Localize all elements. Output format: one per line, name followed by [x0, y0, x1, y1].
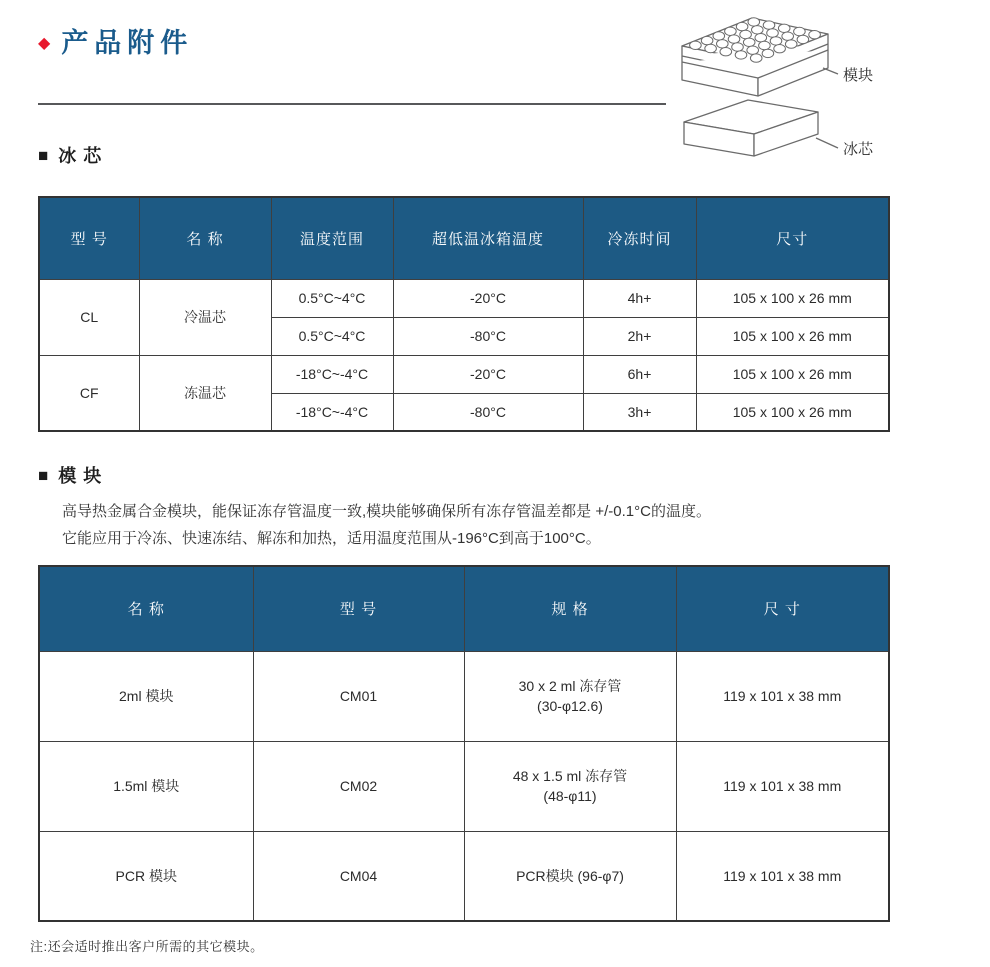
- ice-core-heading-label: 冰 芯: [58, 146, 103, 166]
- col-header-spec: 规 格: [464, 566, 676, 651]
- col-header-name: 名 称: [39, 566, 253, 651]
- cell-name: 冷温芯: [139, 279, 271, 355]
- cell-spec: [464, 741, 676, 831]
- module-heading-label: 模 块: [58, 466, 103, 486]
- cell-spec: [464, 831, 676, 921]
- module-leader-line: [823, 68, 838, 74]
- cell-temp-range: 0.5°C~4°C: [271, 279, 393, 317]
- col-header-model: 型 号: [39, 197, 139, 279]
- page-title: 产品附件: [61, 28, 194, 58]
- cell-temp-range: -18°C~-4°C: [271, 355, 393, 393]
- col-header-model: 型 号: [253, 566, 464, 651]
- col-header-temp-range: 温度范围: [271, 197, 393, 279]
- cell-freezer-temp: -80°C: [393, 317, 583, 355]
- product-diagram: [668, 6, 984, 176]
- title-divider: [38, 103, 666, 105]
- module-description: [62, 498, 962, 552]
- cell-size: 105 x 100 x 26 mm: [696, 355, 889, 393]
- cell-size: 119 x 101 x 38 mm: [676, 651, 889, 741]
- cell-size: 105 x 100 x 26 mm: [696, 317, 889, 355]
- ice-core-label: 冰芯: [843, 141, 874, 158]
- cell-size: 119 x 101 x 38 mm: [676, 741, 889, 831]
- module-table-header-row: [39, 566, 889, 651]
- cell-temp-range: 0.5°C~4°C: [271, 317, 393, 355]
- cell-model: CM02: [253, 741, 464, 831]
- cell-freeze-time: 3h+: [583, 393, 696, 431]
- col-header-freeze-time: 冷冻时间: [583, 197, 696, 279]
- ice-core-leader-line: [816, 138, 838, 148]
- ice-core-section-heading: [38, 142, 102, 168]
- cell-spec: [464, 651, 676, 741]
- ice-core-table-header-row: [39, 197, 889, 279]
- module-section-heading: [38, 462, 102, 488]
- spec-line2: (48-φ11): [543, 788, 597, 804]
- module-label: 模块: [843, 67, 874, 84]
- cell-freeze-time: 6h+: [583, 355, 696, 393]
- cell-freezer-temp: -20°C: [393, 355, 583, 393]
- cell-model: CL: [39, 279, 139, 355]
- spec-line1: 48 x 1.5 ml 冻存管: [512, 768, 628, 784]
- spec-line1: PCR模块 (96-φ7): [516, 867, 624, 884]
- cell-freeze-time: 2h+: [583, 317, 696, 355]
- cell-name: 2ml 模块: [39, 651, 253, 741]
- page-header: [38, 30, 193, 57]
- diamond-icon: ◆: [38, 34, 51, 52]
- spec-line2: (30-φ12.6): [537, 698, 603, 714]
- cell-size: 119 x 101 x 38 mm: [676, 831, 889, 921]
- col-header-name: 名 称: [139, 197, 271, 279]
- table-row: [39, 651, 889, 741]
- section-square-icon: ■: [38, 145, 50, 165]
- footnote: 注:还会适时推出客户所需的其它模块。: [30, 939, 264, 954]
- table-row: [39, 279, 889, 317]
- table-row: [39, 831, 889, 921]
- ice-core-table: [38, 196, 890, 432]
- cell-freezer-temp: -20°C: [393, 279, 583, 317]
- ice-core-drawing-icon: [684, 100, 818, 156]
- cell-model: CM04: [253, 831, 464, 921]
- module-drawing-icon: [682, 18, 828, 96]
- cell-model: CM01: [253, 651, 464, 741]
- cell-name: 冻温芯: [139, 355, 271, 431]
- spec-line1: 30 x 2 ml 冻存管: [518, 678, 622, 694]
- cell-temp-range: -18°C~-4°C: [271, 393, 393, 431]
- cell-size: 105 x 100 x 26 mm: [696, 393, 889, 431]
- cell-name: 1.5ml 模块: [39, 741, 253, 831]
- cell-model: CF: [39, 355, 139, 431]
- cell-freeze-time: 4h+: [583, 279, 696, 317]
- section-square-icon: ■: [38, 465, 50, 485]
- module-table: [38, 565, 890, 922]
- col-header-size: 尺寸: [696, 197, 889, 279]
- cell-freezer-temp: -80°C: [393, 393, 583, 431]
- table-row: [39, 741, 889, 831]
- table-row: [39, 355, 889, 393]
- cell-size: 105 x 100 x 26 mm: [696, 279, 889, 317]
- col-header-freezer-temp: 超低温冰箱温度: [393, 197, 583, 279]
- col-header-size: 尺 寸: [676, 566, 889, 651]
- cell-name: PCR 模块: [39, 831, 253, 921]
- module-description-line1: 高导热金属合金模块，能保证冻存管温度一致,模块能够确保所有冻存管温差都是 +/-0.1°C的温度。: [62, 503, 711, 520]
- module-description-line2: 它能应用于冷冻、快速冻结、解冻和加热，适用温度范围从-196°C到高于100°C。: [62, 530, 601, 547]
